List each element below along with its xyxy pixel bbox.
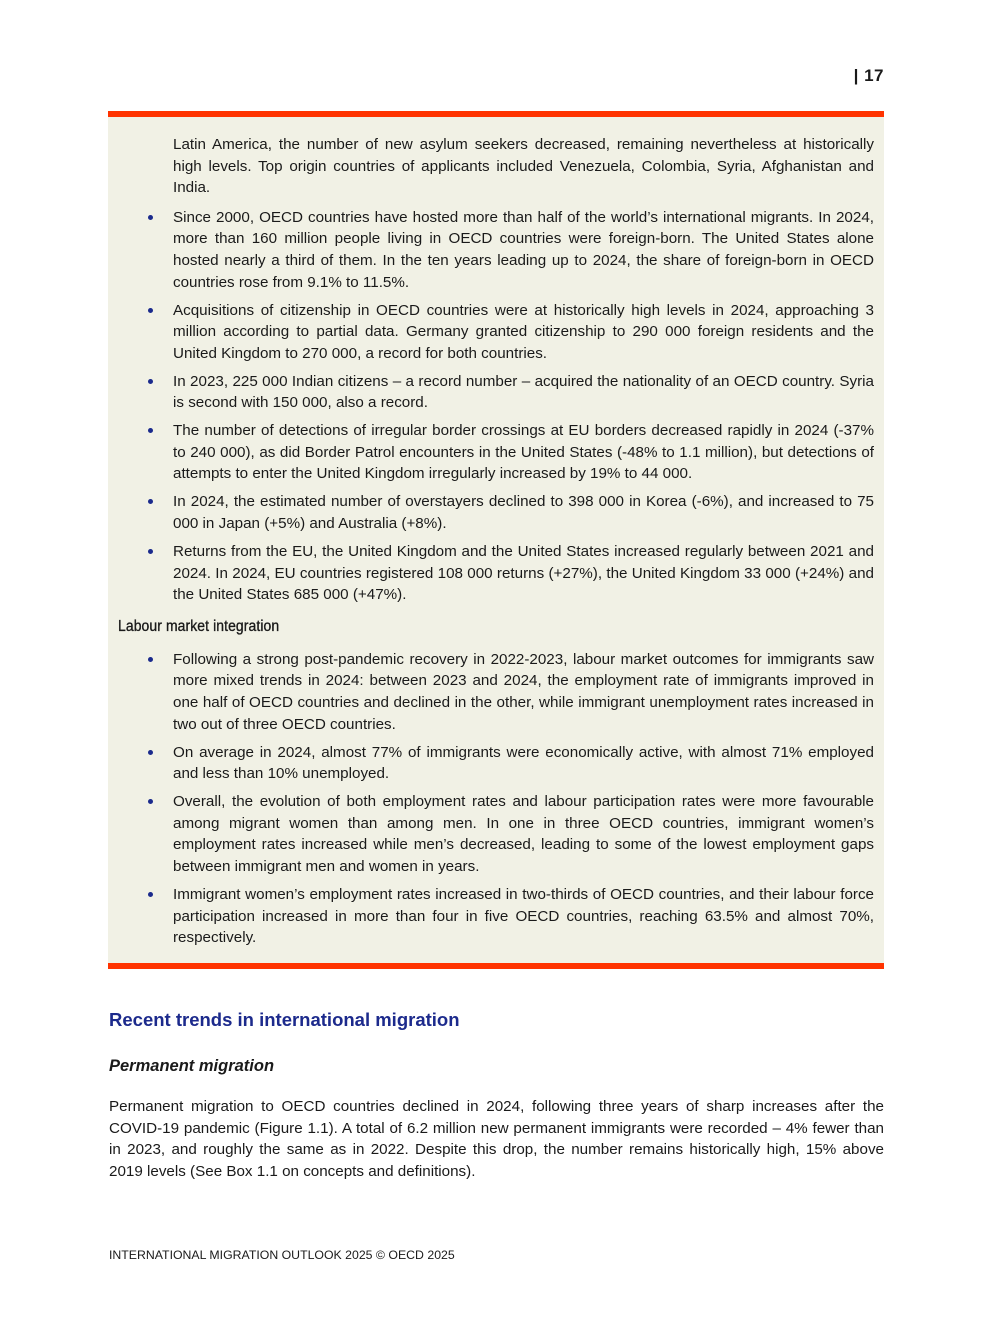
list-item: Following a strong post-pandemic recovery in 2022-2023, labour market outcomes for immigrants saw more mixed trends in 2024: between 2023 and 2024, the employment rate of immigrants improved in one half of OECD countries and declined in the other, while immigrant unemployment rates increased in two out of three OECD countries.: [173, 649, 874, 735]
page-footer: INTERNATIONAL MIGRATION OUTLOOK 2025 © OECD 2025: [109, 1248, 455, 1262]
subsection-title: Permanent migration: [109, 1057, 275, 1075]
list-item: The number of detections of irregular border crossings at EU borders decreased rapidly in 2024 (-37% to 240 000), as did Border Patrol encounters in the United States (-48% to 1.1 million), but detections of attempts to enter the United Kingdom irregularly increased by 19% to 44 000.: [173, 420, 874, 485]
list-item: In 2024, the estimated number of overstayers declined to 398 000 in Korea (-6%), and increased to 75 000 in Japan (+5%) and Australia (+8%).: [173, 491, 874, 534]
page-number: | 17: [853, 66, 884, 85]
section-title: Recent trends in international migration: [109, 1009, 460, 1030]
list-item: Immigrant women’s employment rates increased in two-thirds of OECD countries, and their labour force participation increased in more than four in five OECD countries, reaching 63.5% and almost 70%, respectively.: [173, 884, 874, 949]
bullet-list-migration: [108, 207, 884, 606]
key-findings-box: [108, 111, 884, 969]
continued-paragraph: Latin America, the number of new asylum seekers decreased, remaining nevertheless at historically high levels. Top origin countries of applicants included Venezuela, Colombia, Syria, Afghanistan and India.: [173, 136, 874, 197]
body-paragraph: Permanent migration to OECD countries declined in 2024, following three years of sharp increases after the COVID-19 pandemic (Figure 1.1). A total of 6.2 million new permanent immigrants were recorded – 4% fewer than in 2023, and roughly the same as in 2022. Despite this drop, the number remains historically high, 15% above 2019 levels (See Box 1.1 on concepts and definitions).: [109, 1098, 884, 1180]
list-item: In 2023, 225 000 Indian citizens – a record number – acquired the nationality of an OECD country. Syria is second with 150 000, also a record.: [173, 371, 874, 414]
list-item: Overall, the evolution of both employment rates and labour participation rates were more favourable among migrant women than among men. In one in three OECD countries, immigrant women’s employment rates increased while men’s decreased, leading to some of the lowest employment gaps between immigrant men and women in years.: [173, 791, 874, 877]
list-item: On average in 2024, almost 77% of immigrants were economically active, with almost 71% employed and less than 10% unemployed.: [173, 742, 874, 785]
list-item: Returns from the EU, the United Kingdom and the United States increased regularly between 2021 and 2024. In 2024, EU countries registered 108 000 returns (+27%), the United Kingdom 33 000 (+24%) and the United States 685 000 (+47%).: [173, 541, 874, 606]
list-item: Acquisitions of citizenship in OECD countries were at historically high levels in 2024, approaching 3 million according to partial data. Germany granted citizenship to 290 000 foreign residents and the United Kingdom to 270 000, a record for both countries.: [173, 300, 874, 365]
bullet-list-labour: [108, 649, 884, 949]
box-subheading: Labour market integration: [118, 617, 280, 635]
list-item: Since 2000, OECD countries have hosted more than half of the world’s international migrants. In 2024, more than 160 million people living in OECD countries were foreign-born. The United States alone hosted nearly a third of them. In the ten years leading up to 2024, the share of foreign-born in OECD countries rose from 9.1% to 11.5%.: [173, 207, 874, 293]
